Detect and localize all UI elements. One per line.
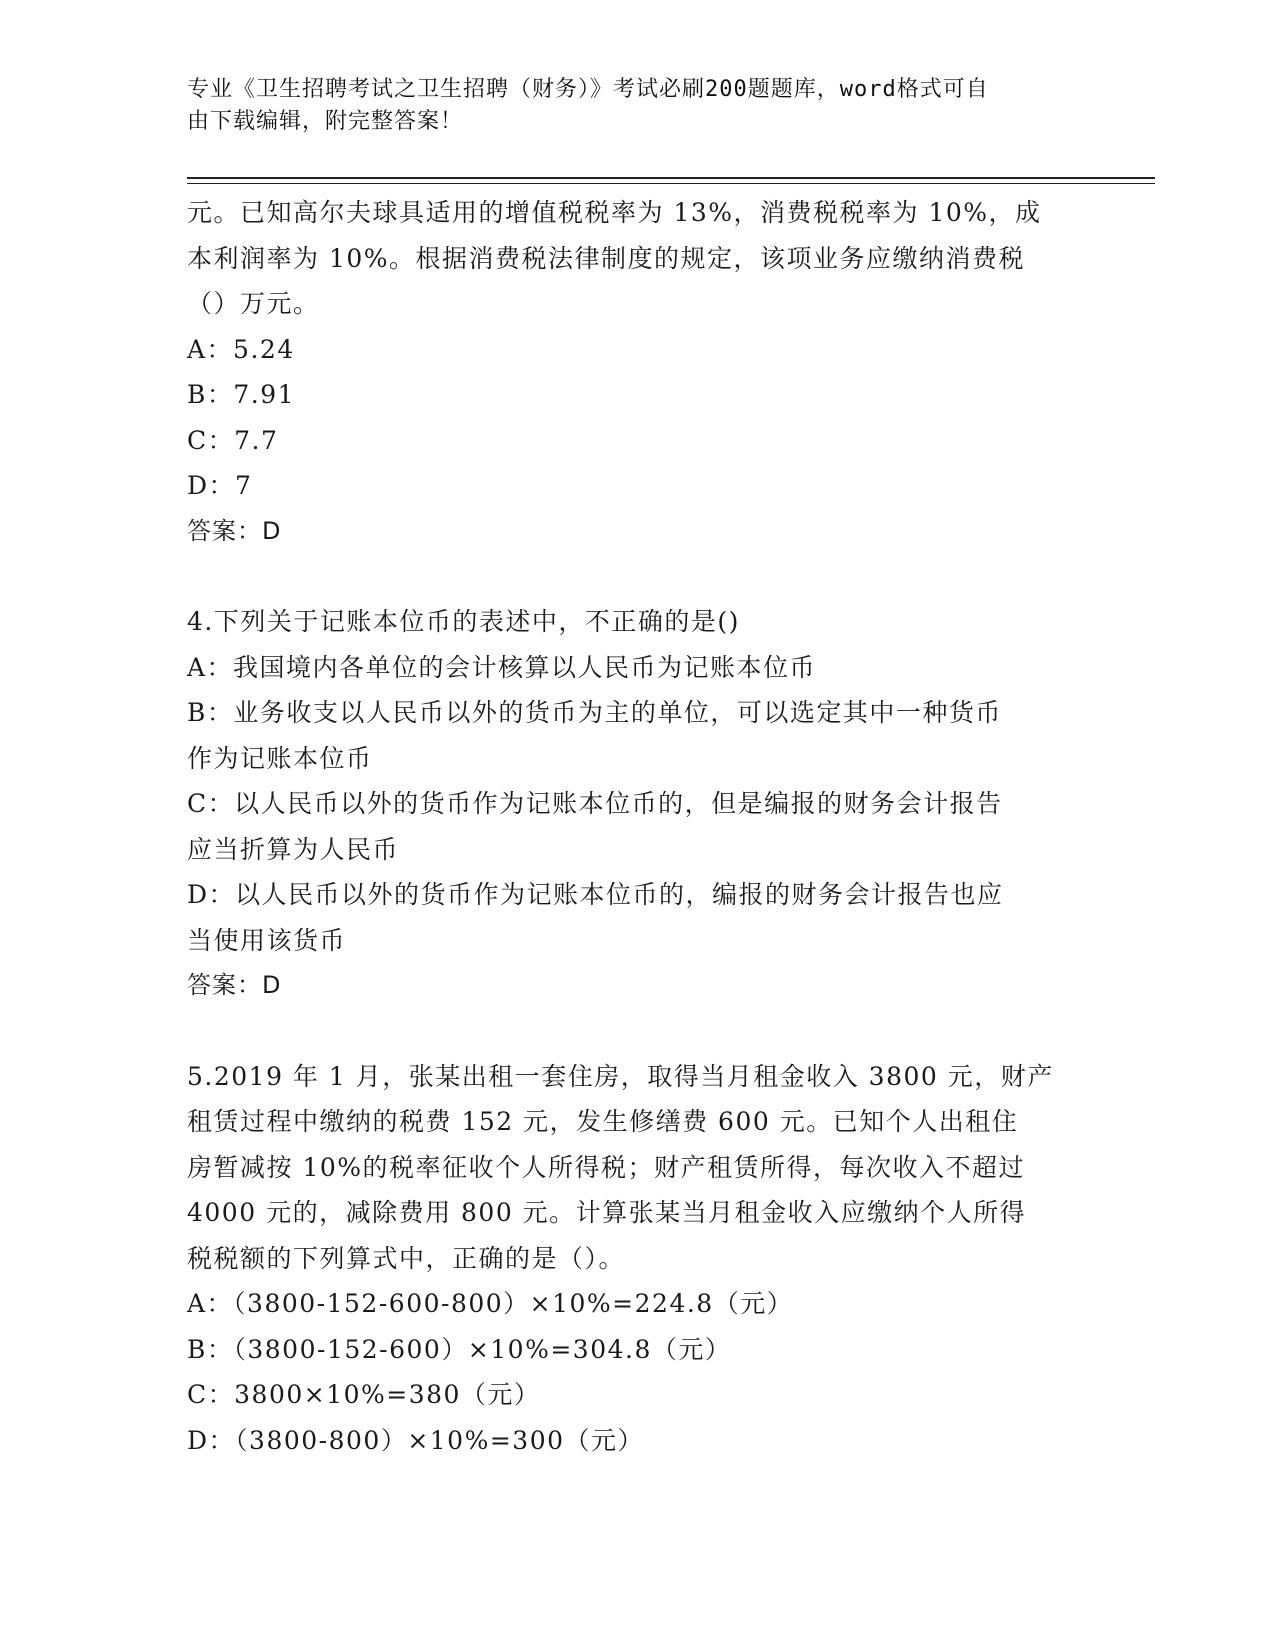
question-5-option-a: A：（3800-152-600-800）×10%=224.8（元） bbox=[187, 1289, 794, 1318]
question-4-answer: 答案：D bbox=[187, 971, 282, 999]
question-spacer bbox=[187, 1009, 1087, 1054]
question-3-stem-line-2: 本利润率为 10%。根据消费税法律制度的规定，该项业务应缴纳消费税 bbox=[187, 243, 1026, 273]
question-3-stem-line-3: （）万元。 bbox=[187, 289, 320, 318]
question-4-option-c-line-1: C：以人民币以外的货币作为记账本位币的，但是编报的财务会计报告 bbox=[187, 789, 1003, 818]
question-3-answer: 答案：D bbox=[187, 516, 282, 545]
document-header bbox=[187, 74, 1067, 138]
question-5-stem-line-3: 房暂减按 10%的税率征收个人所得税；财产租赁所得，每次收入不超过 bbox=[187, 1152, 1026, 1182]
question-5-option-b: B：（3800-152-600）×10%=304.8（元） bbox=[187, 1334, 732, 1364]
header-divider-thin bbox=[187, 183, 1155, 184]
question-3-option-d: D：7 bbox=[187, 471, 253, 500]
question-5-option-c: C：3800×10%=380（元） bbox=[187, 1380, 541, 1409]
question-5-stem-line-1: 5.2019 年 1 月，张某出租一套住房，取得当月租金收入 3800 元，财产 bbox=[187, 1061, 1054, 1091]
question-4-option-d-line-2: 当使用该货币 bbox=[187, 925, 347, 955]
question-spacer bbox=[187, 554, 1087, 599]
question-4-option-d-line-1: D：以人民币以外的货币作为记账本位币的，编报的财务会计报告也应 bbox=[187, 880, 1004, 909]
question-3-stem-line-1: 元。已知高尔夫球具适用的增值税税率为 13%，消费税税率为 10%，成 bbox=[187, 198, 1042, 227]
question-3-option-b: B：7.91 bbox=[187, 380, 296, 409]
question-4 bbox=[187, 599, 1087, 1009]
question-4-option-b-line-1: B：业务收支以人民币以外的货币为主的单位，可以选定其中一种货币 bbox=[187, 698, 1002, 727]
question-5-stem-line-2: 租赁过程中缴纳的税费 152 元，发生修缮费 600 元。已知个人出租住 bbox=[187, 1107, 1019, 1136]
question-3 bbox=[187, 190, 1087, 554]
question-5-stem-line-5: 税税额的下列算式中，正确的是（）。 bbox=[187, 1243, 626, 1273]
header-title-line-1: 专业《卫生招聘考试之卫生招聘（财务）》考试必刷200题题库，word格式可自 bbox=[187, 77, 989, 102]
question-5 bbox=[187, 1054, 1087, 1464]
question-4-option-b-line-2: 作为记账本位币 bbox=[187, 743, 373, 773]
question-4-stem: 4.下列关于记账本位币的表述中，不正确的是() bbox=[187, 607, 740, 636]
header-divider-thick bbox=[187, 177, 1155, 179]
question-5-option-d: D：（3800-800）×10%=300（元） bbox=[187, 1425, 645, 1455]
question-content bbox=[187, 190, 1087, 1463]
question-4-option-a: A：我国境内各单位的会计核算以人民币为记账本位币 bbox=[187, 652, 817, 682]
question-5-stem-line-4: 4000 元的，减除费用 800 元。计算张某当月租金收入应缴纳个人所得 bbox=[187, 1198, 1027, 1227]
question-3-option-c: C：7.7 bbox=[187, 425, 279, 455]
header-title-line-2: 由下载编辑，附完整答案！ bbox=[187, 109, 464, 134]
question-4-option-c-line-2: 应当折算为人民币 bbox=[187, 834, 400, 864]
question-3-option-a: A：5.24 bbox=[187, 334, 295, 364]
